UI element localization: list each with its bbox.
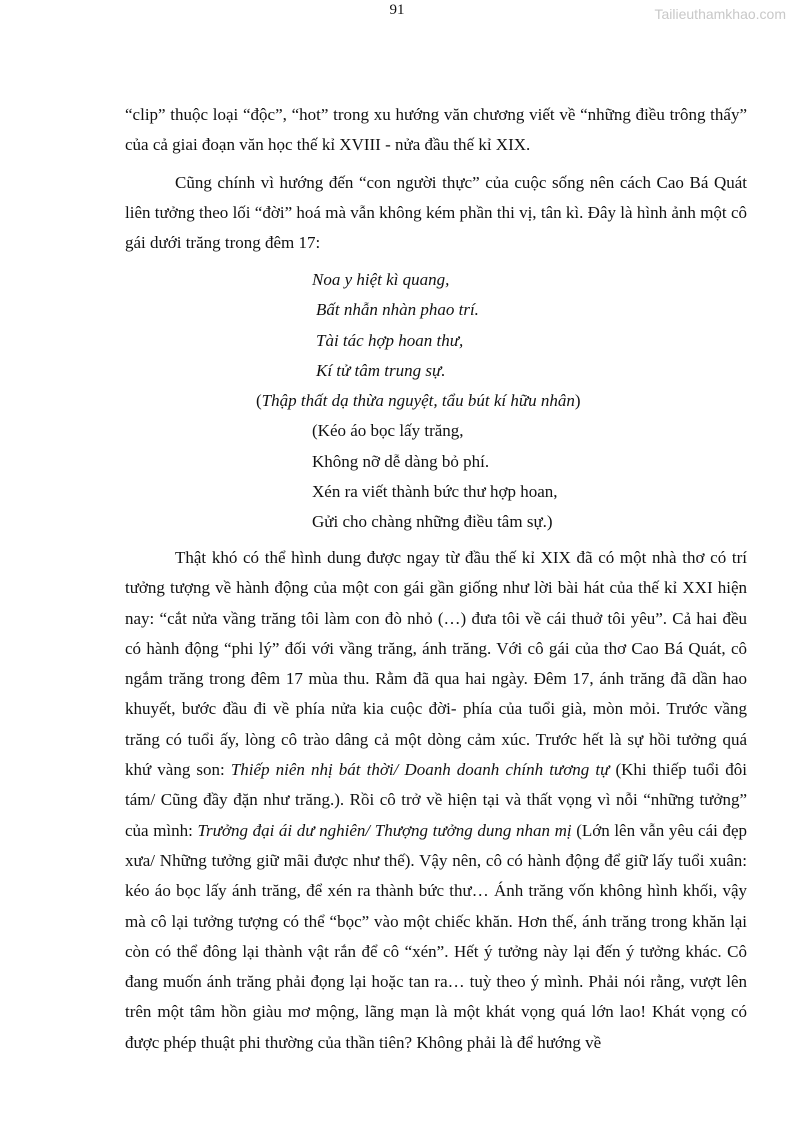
poem-original-line: Kí tử tâm trung sự. (316, 360, 446, 380)
paragraph-block-top (125, 100, 747, 258)
paragraph-1: “clip” thuộc loại “độc”, “hot” trong xu hướng văn chương viết về “những điều trông thấy” của cả giai đoạn văn học thế kỉ XVIII - nửa đầu thế kỉ XIX. (125, 105, 747, 155)
poem-source-title: Thập thất dạ thừa nguyệt, tẩu bút kí hữu nhân (261, 391, 575, 411)
poem-source-open: ( (256, 391, 262, 411)
poem-translation-line: (Kéo áo bọc lấy trăng, (312, 421, 464, 441)
paragraph-3-part-1: Thật khó có thể hình dung được ngay từ đầu thế kỉ XIX đã có một nhà thơ có trí tưởng tượng về hành động của một con gái gần giống như lời bài hát của thế kỉ XXI hiện nay: “cắt nửa vầng trăng tôi làm con đò nhỏ (…) đưa tôi về cái thuở tôi yêu”. Cả hai đều có hành động “phi lý” đối với vầng trăng, ánh trăng. Với cô gái của thơ Cao Bá Quát, cô ngắm trăng trong đêm 17 mùa thu. Rằm đã qua hai ngày. Đêm 17, ánh trăng đã dần hao khuyết, bước đầu đi về phía nửa kia cuộc đời- phía của tuổi già, mòn mỏi. Trước vầng trăng có tuổi ấy, lòng cô trào dâng cả một dòng cảm xúc. Trước hết là sự hồi tưởng quá khứ vàng son: (125, 548, 747, 780)
poem-translation-line: Gửi cho chàng những điều tâm sự.) (312, 512, 553, 532)
poem-original-line: Tài tác hợp hoan thư, (316, 330, 464, 350)
poem-original-line: Noa y hiệt kì quang, (312, 270, 450, 289)
paragraph-block-bottom (125, 543, 747, 1058)
page-number: 91 (389, 2, 405, 18)
watermark: Tailieuthamkhao.com (654, 6, 786, 22)
poem-source (256, 386, 794, 416)
paragraph-3-quote-2: Trưởng đại ái dư nghiên/ Thượng tưởng dung nhan mị (197, 820, 572, 840)
poem-original-line: Bất nhẫn nhàn phao trí. (316, 300, 479, 320)
poem-translation-line: Xén ra viết thành bức thư hợp hoan, (312, 482, 558, 502)
paragraph-3-quote-1: Thiếp niên nhị bát thời/ Doanh doanh chính tương tự (230, 760, 610, 780)
poem-translation-line: Không nỡ dễ dàng bỏ phí. (312, 451, 490, 471)
paragraph-2: Cũng chính vì hướng đến “con người thực” của cuộc sống nên cách Cao Bá Quát liên tưởng theo lối “đời” hoá mà vẫn không kém phần thi vị, tân kì. Đây là hình ảnh một cô gái dưới trăng trong đêm 17: (125, 172, 747, 253)
paragraph-3-part-2: (Khi thiếp tuổi đôi tám/ Cũng đầy đặn như trăng.). Rồi cô trở về hiện tại và thất vọng vì nỗi “những tưởng” của mình: (125, 760, 747, 840)
paragraph-3 (125, 543, 747, 1058)
paragraph-3-part-3: (Lớn lên vẫn yêu cái đẹp xưa/ Những tưởng giữ mãi được như thế). Vậy nên, cô có hành động để giữ lấy tuổi xuân: kéo áo bọc lấy ánh trăng, để xén ra thành bức thư… Ánh trăng vốn không hình khối, vậy mà cô lại tưởng tượng có thể “bọc” vào một chiếc khăn. Hơn thế, ánh trăng trong khăn lại còn có thể đông lại thành vật rắn để cô “xén”. Hết ý tưởng này lại đến ý tưởng khác. Cô đang muốn ánh trăng phải đọng lại hoặc tan ra… tuỳ theo ý mình. Phải nói rằng, vượt lên trên một tâm hồn giàu mơ mộng, lãng mạn là một khát vọng quá lớn lao! Khát vọng có được phép thuật phi thường của thần tiên? Không phải là để hướng về (125, 820, 748, 1052)
poem-source-close: ) (574, 391, 581, 411)
poem-block (0, 265, 794, 538)
